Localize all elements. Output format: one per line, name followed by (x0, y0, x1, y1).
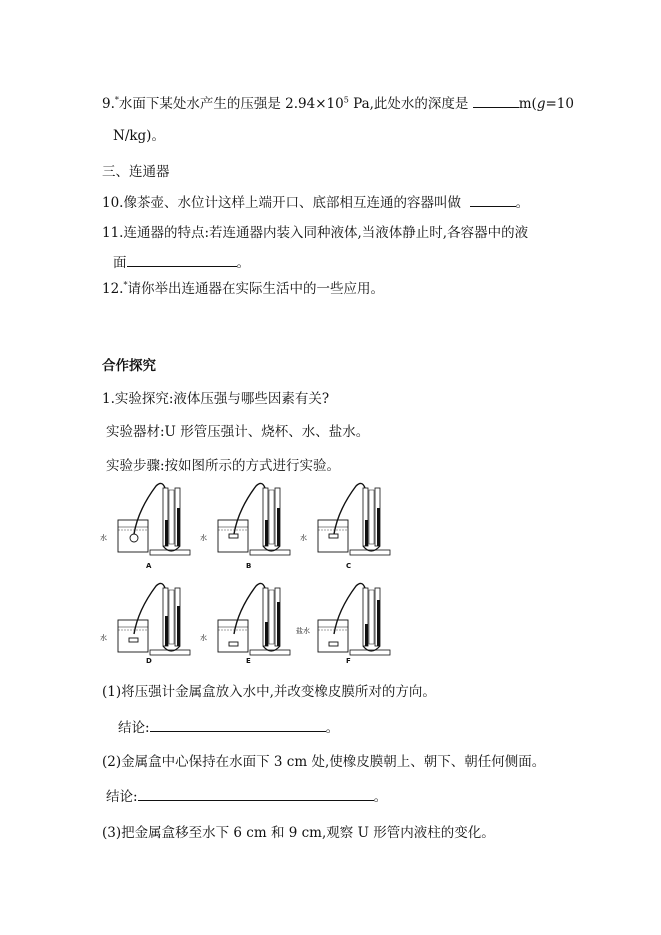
liquid-label: 水 (100, 534, 107, 542)
panel-b (218, 483, 290, 555)
answer-blank[interactable] (150, 718, 326, 733)
panel-label: E (246, 657, 251, 665)
panel-label: B (246, 562, 252, 570)
part-1: (1)将压强计金属盒放入水中,并改变橡皮膜所对的方向。 (102, 684, 436, 700)
part-3: (3)把金属盒移至水下 6 cm 和 9 cm,观察 U 形管内液柱的变化。 (102, 825, 495, 841)
answer-blank[interactable] (470, 193, 516, 208)
part-2: (2)金属盒中心保持在水面下 3 cm 处,使橡皮膜朝上、朝下、朝任何侧面。 (102, 754, 546, 770)
panel-label: A (146, 562, 152, 570)
period: 。 (236, 255, 250, 271)
period: 。 (325, 720, 340, 736)
cooperate-title: 合作探究 (102, 358, 156, 374)
period: 。 (373, 789, 388, 805)
question-text: 面 (113, 255, 127, 271)
unit-text: N/kg)。 (113, 128, 165, 144)
star-mark: * (114, 95, 119, 105)
question-11 (102, 221, 528, 241)
star-mark: * (123, 280, 128, 290)
liquid-label: 水 (200, 534, 207, 542)
question-text: 水面下某处水产生的压强是 2.94×10 (118, 96, 344, 112)
exponent: 5 (343, 95, 349, 105)
liquid-label: 水 (200, 634, 207, 642)
answer-blank[interactable] (473, 94, 519, 109)
question-text: 11.连通器的特点:若连通器内装入同种液体,当液体静止时,各容器中的液 (102, 225, 529, 241)
question-11-cont (113, 251, 250, 271)
panel-e (218, 583, 290, 655)
question-text: Pa,此处水的深度是 (348, 96, 469, 112)
panel-c (318, 483, 390, 555)
experiment-question: 1.实验探究:液体压强与哪些因素有关? (102, 391, 330, 407)
panel-label: C (346, 562, 352, 570)
section-title (102, 160, 170, 180)
question-9 (102, 92, 574, 112)
liquid-label: 水 (300, 534, 307, 542)
g-symbol: g (536, 96, 546, 112)
panel-f (318, 583, 390, 655)
conclusion-label: 结论: (118, 720, 150, 736)
steps-text: 实验步骤:按如图所示的方式进行实验。 (106, 458, 341, 474)
question-number: 12. (102, 281, 124, 297)
experiment-figure (100, 480, 500, 665)
panel-d (118, 583, 190, 655)
panel-label: F (346, 657, 351, 665)
panel-label: D (146, 657, 152, 665)
panel-a (118, 483, 190, 555)
question-9-cont (113, 124, 165, 144)
unit-text: =10 (545, 96, 574, 112)
question-text: 10.像茶壶、水位计这样上端开口、底部相互连通的容器叫做 (102, 195, 461, 211)
question-number: 9. (102, 96, 115, 112)
part-2-conclusion (106, 785, 387, 805)
conclusion-label: 结论: (106, 789, 138, 805)
liquid-label: 盐水 (296, 627, 310, 635)
answer-blank[interactable] (138, 787, 374, 802)
question-text: 请你举出连通器在实际生活中的一些应用。 (127, 281, 384, 297)
section-3-title: 三、连通器 (102, 164, 170, 180)
materials-text: 实验器材:U 形管压强计、烧杯、水、盐水。 (106, 424, 370, 440)
liquid-label: 水 (100, 634, 107, 642)
question-12 (102, 277, 384, 297)
period: 。 (515, 195, 530, 211)
part-1-conclusion (118, 716, 339, 736)
question-10 (102, 191, 529, 211)
answer-blank[interactable] (127, 253, 237, 268)
unit-text: m( (518, 96, 537, 112)
